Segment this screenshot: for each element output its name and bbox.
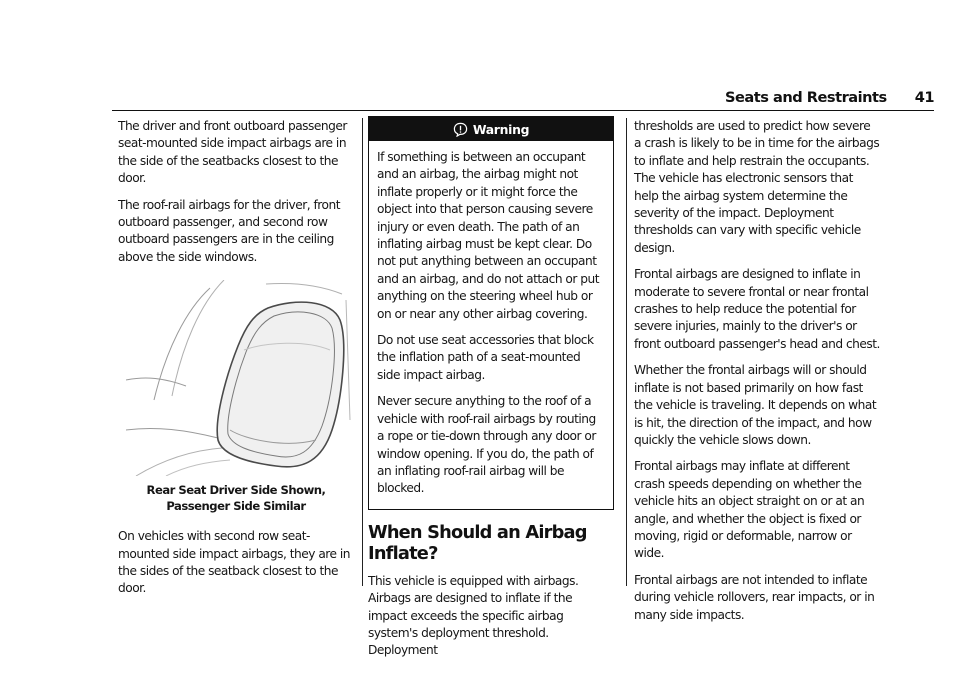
figure-caption: Rear Seat Driver Side Shown, Passenger Side Similar bbox=[146, 483, 326, 514]
section-name: Seats and Restraints bbox=[725, 88, 887, 106]
column-divider bbox=[626, 118, 627, 586]
column-divider bbox=[362, 118, 363, 586]
warning-body bbox=[369, 141, 613, 509]
paragraph: On vehicles with second row seat-mounted side impact airbags, they are in the sides of the seatback closest to the door. bbox=[118, 529, 351, 596]
seat-side-airbag-illustration bbox=[126, 280, 352, 476]
paragraph: The roof-rail airbags for the driver, front outboard passenger, and second row outboard passengers are in the ceiling above the side windows. bbox=[118, 197, 340, 264]
paragraph: This vehicle is equipped with airbags. Airbags are designed to inflate if the impact exceeds the specific airbag system's deployment threshold. Deployment bbox=[368, 573, 579, 658]
warning-paragraph: Never secure anything to the roof of a vehicle with roof-rail airbags by routing a rope or tie-down through any door or window opening. If you do, the path of an inflating roof-rail airbag will be blocked. bbox=[377, 394, 596, 496]
paragraph: thresholds are used to predict how severe a crash is likely to be in time for the airbags to inflate and help restrain the occupants. The vehicle has electronic sensors that help the airbag system determine the severity of the impact. Deployment thresholds can vary with specific vehicle design. bbox=[634, 119, 880, 255]
warning-header bbox=[369, 117, 613, 141]
paragraph: Frontal airbags are not intended to inflate during vehicle rollovers, rear impacts, or in many side impacts. bbox=[634, 572, 875, 622]
right-column bbox=[634, 118, 880, 633]
left-column bbox=[118, 118, 354, 607]
section-title: When Should an Airbag Inflate? bbox=[368, 521, 587, 564]
header-rule bbox=[112, 110, 934, 111]
page-header bbox=[725, 86, 934, 108]
page-number: 41 bbox=[914, 88, 934, 106]
paragraph: Frontal airbags are designed to inflate in moderate to severe frontal or near frontal crashes to help reduce the potential for severe injuries, mainly to the driver's or front outboard passenger's head and chest. bbox=[634, 267, 880, 351]
warning-box bbox=[368, 116, 614, 510]
exclamation-bubble-icon bbox=[453, 122, 468, 137]
middle-column bbox=[368, 118, 614, 669]
warning-paragraph: Do not use seat accessories that block the inflation path of a seat-mounted side impact airbag. bbox=[377, 333, 594, 382]
paragraph: The driver and front outboard passenger seat-mounted side impact airbags are in the side of the seatbacks closest to the door. bbox=[118, 119, 347, 186]
paragraph: Whether the frontal airbags will or should inflate is not based primarily on how fast the vehicle is traveling. It depends on what is hit, the direction of the impact, and how quickly the vehicle slows down. bbox=[634, 363, 877, 447]
warning-paragraph: If something is between an occupant and an airbag, the airbag might not inflate properly or it might force the object into that person causing severe injury or even death. The path of an inflating airbag must be kept clear. Do not put anything between an occupant and an airbag, and do not attach or put anything on the steering wheel hub or on or near any other airbag covering. bbox=[377, 150, 600, 321]
paragraph: Frontal airbags may inflate at different crash speeds depending on whether the vehicle hits an object straight on or at an angle, and whether the object is fixed or moving, rigid or deformable, narrow or wide. bbox=[634, 459, 865, 561]
warning-title: Warning bbox=[472, 121, 530, 137]
